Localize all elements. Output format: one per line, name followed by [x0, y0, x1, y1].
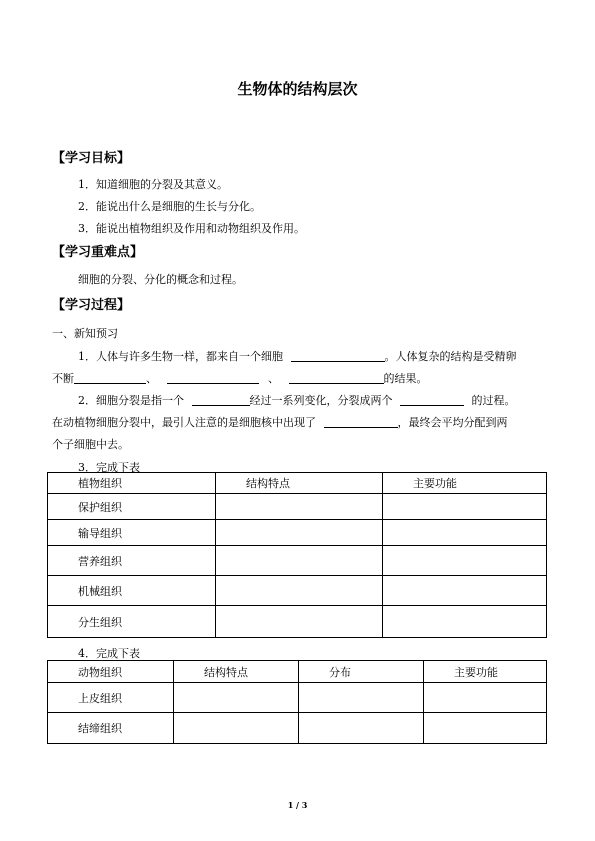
- table-header-row: [48, 661, 547, 683]
- goals-heading: 【学习目标】: [52, 151, 131, 166]
- question-text: 1．人体与许多生物一样，都来自一个细胞: [78, 350, 283, 363]
- key-heading: 【学习重难点】: [52, 245, 144, 260]
- table-row: [48, 520, 547, 546]
- answer-cell[interactable]: [174, 683, 299, 713]
- question-4-label: 4．完成下表: [78, 647, 140, 660]
- table-cell: 输导组织: [48, 520, 216, 546]
- table-header: 结构特点: [174, 661, 299, 683]
- answer-cell[interactable]: [383, 520, 547, 546]
- table-cell: 上皮组织: [48, 683, 174, 713]
- subsection-title: 一、新知预习: [52, 327, 118, 340]
- question-2-line-1: [78, 392, 516, 408]
- table-cell: 分生组织: [48, 606, 216, 638]
- table-header: 分布: [299, 661, 424, 683]
- table-cell: 结缔组织: [48, 713, 174, 744]
- question-text: 不断: [52, 372, 74, 385]
- table-row: [48, 546, 547, 576]
- answer-cell[interactable]: [383, 546, 547, 576]
- question-2-line-3: 个子细胞中去。: [52, 438, 129, 451]
- table-header-row: [48, 473, 547, 494]
- table-row: [48, 683, 547, 713]
- animal-tissue-table: [47, 660, 547, 744]
- process-heading: 【学习过程】: [52, 298, 131, 313]
- question-2-line-2: [52, 414, 508, 430]
- question-1-line-2: [52, 370, 428, 386]
- question-text: 的结果。: [383, 372, 428, 385]
- table-row: [48, 606, 547, 638]
- table-row: [48, 494, 547, 520]
- goal-item: 2．能说出什么是细胞的生长与分化。: [78, 200, 261, 213]
- question-text: ，最终会平均分配到两: [397, 416, 508, 429]
- table-header: 动物组织: [48, 661, 174, 683]
- goal-item: 3．能说出植物组织及作用和动物组织及作用。: [78, 222, 305, 235]
- answer-cell[interactable]: [383, 494, 547, 520]
- table-cell: 机械组织: [48, 576, 216, 606]
- question-text: 。人体复杂的结构是受精卵: [384, 350, 517, 363]
- answer-blank[interactable]: [167, 371, 259, 384]
- question-text: 的过程。: [471, 394, 516, 407]
- table-cell: 保护组织: [48, 494, 216, 520]
- answer-blank[interactable]: [400, 393, 464, 406]
- goal-item: 1．知道细胞的分裂及其意义。: [78, 178, 228, 191]
- answer-blank[interactable]: [324, 415, 398, 428]
- answer-cell[interactable]: [216, 606, 383, 638]
- page-title: 生物体的结构层次: [237, 80, 358, 98]
- table-header: 主要功能: [424, 661, 547, 683]
- answer-cell[interactable]: [383, 606, 547, 638]
- answer-cell[interactable]: [299, 713, 424, 744]
- table-header: 植物组织: [48, 473, 216, 494]
- question-3-label: 3．完成下表: [78, 461, 140, 474]
- answer-cell[interactable]: [216, 494, 383, 520]
- question-1-line-1: [78, 348, 517, 364]
- answer-cell[interactable]: [424, 713, 547, 744]
- question-text: 、: [146, 372, 157, 385]
- table-header: 主要功能: [383, 473, 547, 494]
- table-cell: 营养组织: [48, 546, 216, 576]
- question-text: 在动植物细胞分裂中，最引人注意的是细胞核中出现了: [52, 416, 316, 429]
- answer-cell[interactable]: [216, 520, 383, 546]
- answer-cell[interactable]: [216, 546, 383, 576]
- plant-tissue-table: [47, 472, 547, 638]
- key-text: 细胞的分裂、分化的概念和过程。: [78, 273, 243, 286]
- answer-cell[interactable]: [424, 683, 547, 713]
- question-text: 经过一系列变化，分裂成两个: [249, 394, 393, 407]
- question-text: 、: [268, 372, 279, 385]
- table-header: 结构特点: [216, 473, 383, 494]
- question-text: 2．细胞分裂是指一个: [78, 394, 184, 407]
- page-number: 1 / 3: [287, 800, 308, 810]
- answer-cell[interactable]: [216, 576, 383, 606]
- answer-cell[interactable]: [383, 576, 547, 606]
- table-row: [48, 713, 547, 744]
- answer-blank[interactable]: [291, 349, 385, 362]
- answer-cell[interactable]: [174, 713, 299, 744]
- answer-blank[interactable]: [74, 371, 146, 384]
- table-row: [48, 576, 547, 606]
- answer-blank[interactable]: [289, 371, 384, 384]
- answer-blank[interactable]: [192, 393, 250, 406]
- answer-cell[interactable]: [299, 683, 424, 713]
